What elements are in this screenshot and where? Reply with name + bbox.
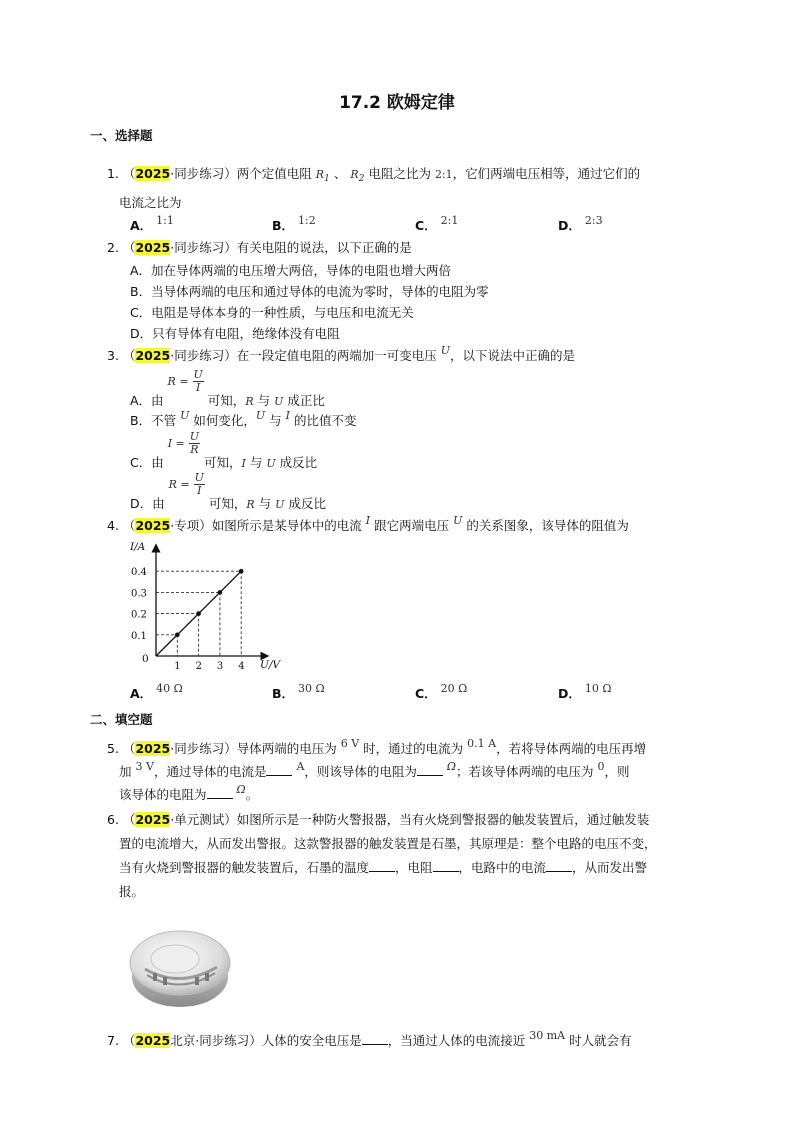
q2-option-d: D．只有导体有电阻，绝缘体没有电阻: [130, 326, 340, 341]
section-fill: 二、填空题: [90, 712, 153, 727]
data-point: [239, 569, 244, 574]
q1-option-c: C． 2:1: [415, 214, 459, 233]
section-choice: 一、选择题: [90, 128, 153, 143]
answer-blank[interactable]: [369, 860, 395, 872]
q2-option-a: A．加在导体两端的电压增大两倍，导体的电阻也增大两倍: [130, 263, 452, 278]
y-tick-label: 0.4: [131, 567, 147, 579]
q3-option-a: A．由 R = $\frac{U}{I}$ 可知，R 与 U 成正比: [130, 368, 325, 408]
q3-option-b: B．不管 U 如何变化，U 与 I 的比值不变: [130, 409, 357, 428]
answer-blank[interactable]: [417, 764, 443, 776]
question-5-line2: 加 3 V，通过导体的电流是 A，则该导体的电阻为 Ω；若该导体两端的电压为 0，则: [119, 760, 630, 779]
q4-option-d: D． 10 Ω: [558, 682, 612, 701]
q1-option-d: D． 2:3: [558, 214, 603, 233]
i-u-chart: [118, 535, 293, 675]
x-tick-label: 3: [216, 661, 224, 672]
question-2-stem: 2. （2025·同步练习）有关电阻的说法，以下正确的是: [107, 240, 412, 255]
data-point: [196, 611, 201, 616]
var-r2: $R_2$: [350, 168, 365, 185]
year-tag: 2025: [135, 741, 171, 756]
fraction-u-over-r: $\frac{U}{R}$: [189, 430, 200, 456]
y-tick-label: 0.2: [131, 609, 147, 621]
x-axis-label: U/V: [260, 659, 280, 671]
page-title: 17.2 欧姆定律: [339, 93, 455, 113]
origin-label: 0: [142, 653, 149, 665]
year-tag: 2025: [135, 812, 171, 827]
question-4-stem: 4. （2025·专项）如图所示是某导体中的电流 I 跟它两端电压 U 的关系图象，该导体的阻值为: [107, 514, 629, 533]
answer-blank[interactable]: [362, 1033, 388, 1045]
answer-blank[interactable]: [266, 764, 292, 776]
x-tick-label: 4: [238, 661, 245, 672]
q4-option-b: B． 30 Ω: [272, 682, 325, 701]
smoke-detector-image: [125, 915, 235, 1015]
q1-option-b: B． 1:2: [272, 214, 316, 233]
question-1-line2: 电流之比为: [119, 195, 182, 210]
y-axis-label: I/A: [130, 541, 146, 553]
var-r1: $R_1$: [315, 168, 330, 185]
data-point: [175, 633, 180, 638]
answer-blank[interactable]: [546, 860, 572, 872]
q2-option-b: B．当导体两端的电压和通过导体的电流为零时，导体的电阻为零: [130, 284, 489, 299]
question-6-line4: 报。: [119, 884, 145, 899]
x-tick-label: 2: [195, 661, 202, 672]
q1-option-a: A． 1:1: [130, 214, 174, 233]
question-3-stem: 3. （2025·同步练习）在一段定值电阻的两端加一可变电压 U，以下说法中正确的是: [107, 344, 576, 363]
question-5-line3: 该导体的电阻为 Ω。: [119, 783, 259, 802]
q2-option-c: C．电阻是导体本身的一种性质，与电压和电流无关: [130, 305, 414, 320]
year-tag: 2025: [135, 240, 171, 255]
ratio-value: 2:1: [434, 168, 453, 181]
year-tag: 2025: [135, 348, 171, 363]
question-6-line1: 6. （2025·单元测试）如图所示是一种防火警报器，当有火烧到警报器的触发装置后，通过触发装: [107, 812, 650, 827]
year-tag: 2025: [135, 518, 171, 533]
year-tag: 2025: [135, 1033, 171, 1048]
question-6-line2: 置的电流增大，从而发出警报。这款警报器的触发装置是石墨，其原理是：整个电路的电压不变，: [119, 836, 657, 851]
question-6-line3: 当有火烧到警报器的触发装置后，石墨的温度 ，电阻 ，电路中的电流 ，从而发出警: [119, 860, 648, 875]
y-tick-label: 0.3: [131, 588, 147, 600]
question-7-line1: 7. （2025北京·同步练习）人体的安全电压是 ，当通过人体的电流接近 30 mA 时人就会有: [107, 1029, 632, 1048]
fraction-u-over-i: $\frac{U}{I}$: [193, 368, 203, 394]
question-5-line1: 5. （2025·同步练习）导体两端的电压为 6 V 时，通过的电流为 0.1 A，若将导体两端的电压再增: [107, 737, 647, 756]
year-tag: 2025: [135, 166, 171, 181]
answer-blank[interactable]: [433, 860, 459, 872]
q4-option-a: A． 40 Ω: [130, 682, 183, 701]
q3-option-c: C．由 I = $\frac{U}{R}$ 可知，I 与 U 成反比: [130, 430, 318, 470]
q4-option-c: C． 20 Ω: [415, 682, 468, 701]
question-1-line1: 1. （2025·同步练习）两个定值电阻 $R_1$ 、 $R_2$ 电阻之比为 2:1，它们两端电压相等，通过它们的: [107, 166, 641, 185]
x-tick-label: 1: [174, 661, 181, 672]
answer-blank[interactable]: [207, 787, 233, 799]
fraction-u-over-i: $\frac{U}{I}$: [194, 471, 204, 497]
y-tick-label: 0.1: [131, 630, 147, 642]
q1-number: 1.: [107, 166, 119, 181]
q3-option-d: D．由 R = $\frac{U}{I}$ 可知，R 与 U 成反比: [130, 471, 326, 511]
data-point: [218, 590, 223, 595]
